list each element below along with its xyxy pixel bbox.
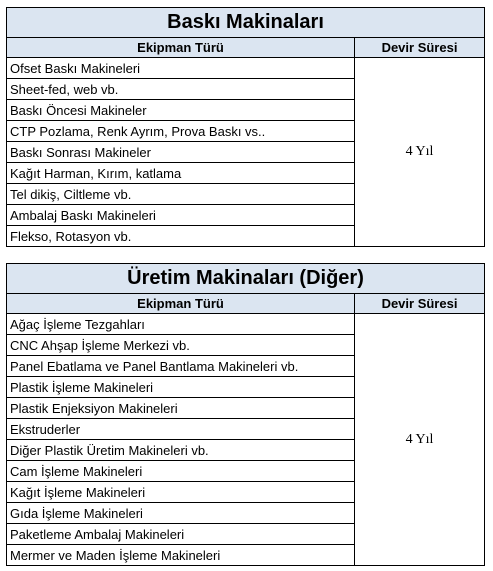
column-header-equipment-type: Ekipman Türü <box>7 294 355 314</box>
equipment-type-cell: Baskı Öncesi Makineler <box>7 100 355 121</box>
equipment-type-cell: Ofset Baskı Makineleri <box>7 58 355 79</box>
equipment-type-cell: Panel Ebatlama ve Panel Bantlama Makineleri vb. <box>7 356 355 377</box>
equipment-type-cell: Gıda İşleme Makineleri <box>7 503 355 524</box>
table-title: Üretim Makinaları (Diğer) <box>7 264 485 294</box>
table-row <box>7 314 485 335</box>
equipment-type-cell: Baskı Sonrası Makineler <box>7 142 355 163</box>
production-machines-table <box>6 263 485 566</box>
equipment-type-cell: Paketleme Ambalaj Makineleri <box>7 524 355 545</box>
column-header-turnover-period: Devir Süresi <box>355 38 485 58</box>
table-row <box>7 58 485 79</box>
table-title: Baskı Makinaları <box>7 8 485 38</box>
equipment-type-cell: Kağıt Harman, Kırım, katlama <box>7 163 355 184</box>
column-header-equipment-type: Ekipman Türü <box>7 38 355 58</box>
turnover-period-cell: 4 Yıl <box>355 58 485 247</box>
equipment-type-cell: Cam İşleme Makineleri <box>7 461 355 482</box>
equipment-type-cell: CTP Pozlama, Renk Ayrım, Prova Baskı vs.. <box>7 121 355 142</box>
equipment-type-cell: Kağıt İşleme Makineleri <box>7 482 355 503</box>
turnover-period-cell: 4 Yıl <box>355 314 485 566</box>
equipment-type-cell: Ambalaj Baskı Makineleri <box>7 205 355 226</box>
equipment-type-cell: Plastik İşleme Makineleri <box>7 377 355 398</box>
equipment-type-cell: Ağaç İşleme Tezgahları <box>7 314 355 335</box>
column-header-turnover-period: Devir Süresi <box>355 294 485 314</box>
equipment-type-cell: Ekstruderler <box>7 419 355 440</box>
equipment-type-cell: Tel dikiş, Ciltleme vb. <box>7 184 355 205</box>
equipment-type-cell: Flekso, Rotasyon vb. <box>7 226 355 247</box>
equipment-type-cell: Diğer Plastik Üretim Makineleri vb. <box>7 440 355 461</box>
equipment-type-cell: Sheet-fed, web vb. <box>7 79 355 100</box>
printing-machines-table <box>6 7 485 247</box>
equipment-type-cell: CNC Ahşap İşleme Merkezi vb. <box>7 335 355 356</box>
equipment-type-cell: Mermer ve Maden İşleme Makineleri <box>7 545 355 566</box>
equipment-type-cell: Plastik Enjeksiyon Makineleri <box>7 398 355 419</box>
